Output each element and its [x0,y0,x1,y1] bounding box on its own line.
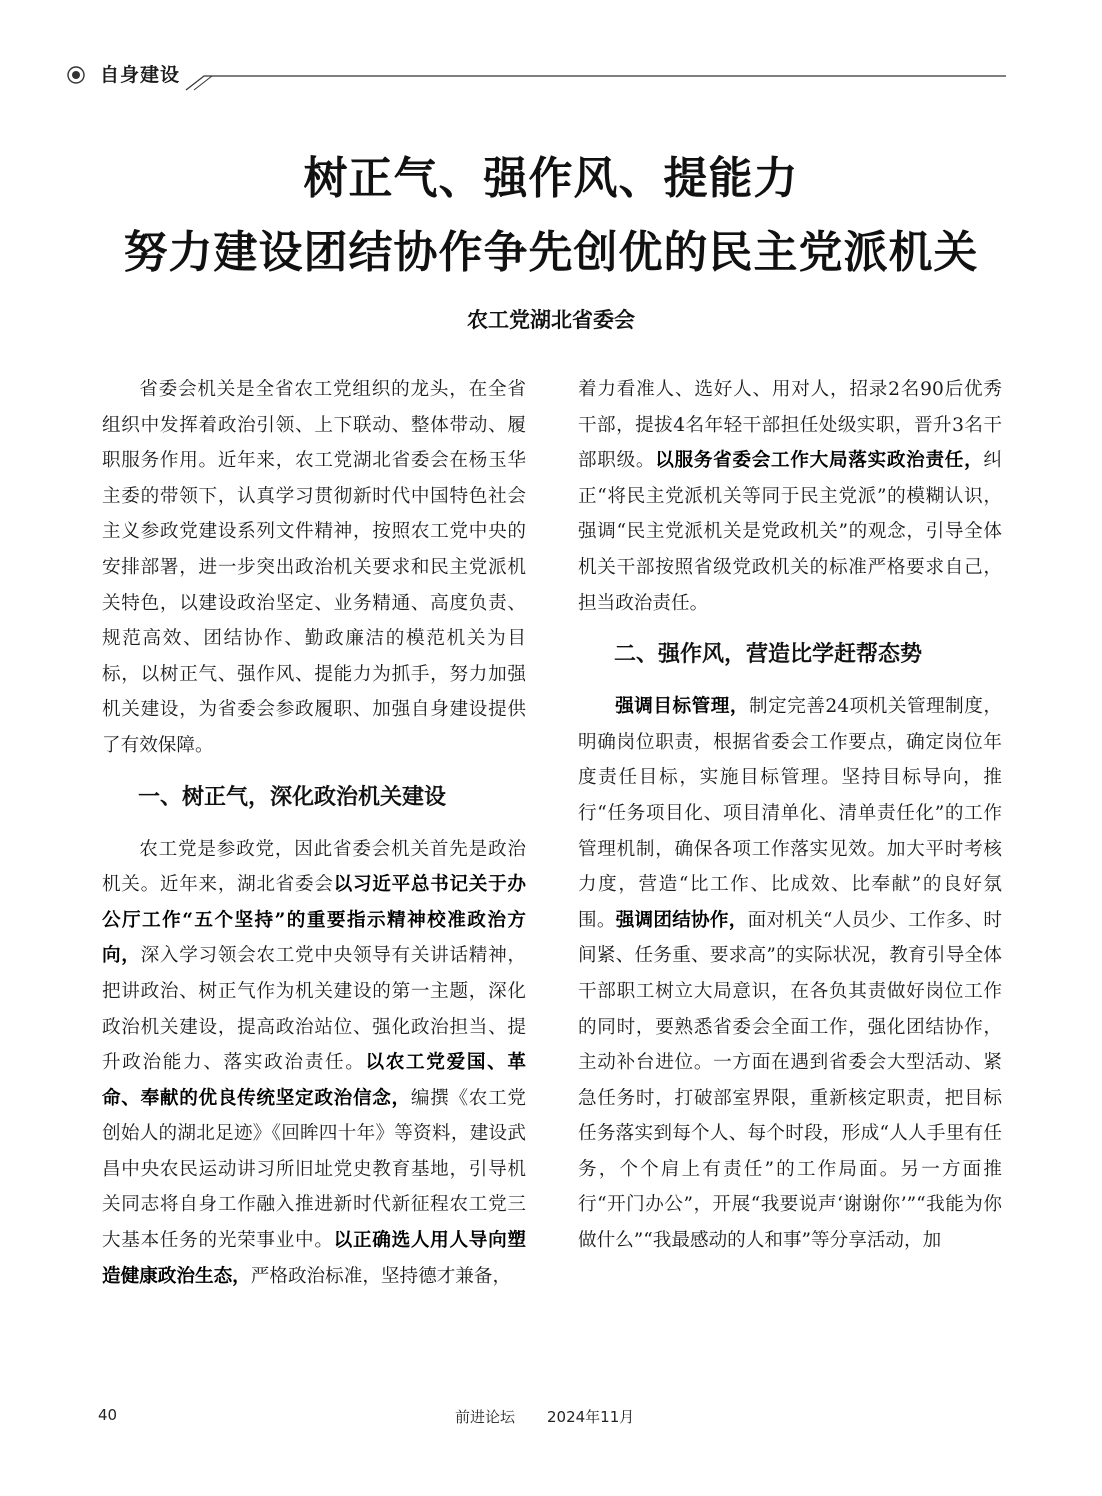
header-rule [66,60,1006,92]
text-run: 农工党是参政党，因此省委会机关首先是政治机关。近年来，湖北省委会 [102,838,526,896]
paragraph-political [102,832,526,1295]
left-column [102,372,526,1294]
issue-date: 2024年11月 [547,1408,635,1426]
section-heading-1: 一、树正气，深化政治机关建设 [138,784,447,810]
bold-run: 强调目标管理， [615,696,749,718]
target-circle-icon [66,65,86,89]
bold-run: 以正确选人用人导向塑造健康政治生态， [102,1230,526,1287]
section-heading-2: 二、强作风，营造比学赶帮态势 [614,642,923,668]
paragraph-style [578,689,1002,1259]
bold-run: 以习近平总书记关于办公厅工作“五个坚持”的重要指示精神校准政治方向， [102,874,526,967]
paragraph-continued [578,372,1002,621]
text-run: 纠正“将民主党派机关等同于民主党派”的模糊认识，强调“民主党派机关是党政机关”的观念，引导全体机关干部按照省级党政机关的标准严格要求自己，担当政治责任。 [578,450,1002,614]
text-run: 面对机关“人员少、工作多、时间紧、任务重、要求高”的实际状况，教育引导全体干部职工树立大局意识，在各负其责做好岗位工作的同时，要熟悉省委会全面工作，强化团结协作，主动补台进位。一方面在遇到省委会大型活动、紧急任务时，打破部室界限，重新核定职责，把目标任务落实到每个人、每个时段，形成“人人手里有任务，个个肩上有责任”的工作局面。另一方面推行“开门办公”，开展“我要说声‘谢谢你’”“我能为你做什么”“我最感动的人和事”等分享活动，加 [578,909,1002,1252]
right-column [578,372,1002,1259]
article-title-line1: 树正气、强作风、提能力 [303,153,799,204]
text-run: 编撰《农工党创始人的湖北足迹》《回眸四十年》等资料，建设武昌中央农民运动讲习所旧址党史教育基地，引导机关同志将自身工作融入推进新时代新征程农工党三大基本任务的光荣事业中。 [102,1087,526,1252]
journal-name: 前进论坛 [455,1408,516,1426]
text-run: 深入学习领会农工党中央领导有关讲话精神，把讲政治、树正气作为机关建设的第一主题，深化政治机关建设，提高政治站位、强化政治担当、提升政治能力、落实政治责任。 [102,945,526,1074]
section-header [66,60,1006,92]
text-run: 着力看准人、选好人、用对人，招录2名90后优秀干部，提拔4名年轻干部担任处级实职，晋升3名干部职级。 [578,379,1002,472]
page-footer [0,1406,1102,1430]
article-title-line2: 努力建设团结协作争先创优的民主党派机关 [123,227,979,278]
bold-run: 以农工党爱国、革命、奉献的优良传统坚定政治信念， [102,1052,526,1109]
article-author: 农工党湖北省委会 [467,308,635,332]
bold-run: 以服务省委会工作大局落实政治责任， [655,450,984,472]
section-label: 自身建设 [100,64,181,86]
text-run: 严格政治标准，坚持德才兼备， [250,1265,512,1287]
intro-paragraph: 省委会机关是全省农工党组织的龙头，在全省组织中发挥着政治引领、上下联动、整体带动、履职服务作用。近年来，农工党湖北省委会在杨玉华主委的带领下，认真学习贯彻新时代中国特色社会主义参政党建设系列文件精神，按照农工党中央的安排部署，进一步突出政治机关要求和民主党派机关特色，以建设政治坚定、业务精通、高度负责、规范高效、团结协作、勤政廉洁的模范机关为目标，以树正气、强作风、提能力为抓手，努力加强机关建设，为省委会参政履职、加强自身建设提供了有效保障。 [102,379,526,756]
text-run: 制定完善24项机关管理制度，明确岗位职责，根据省委会工作要点，确定岗位年度责任目标，实施目标管理。坚持目标导向，推行“任务项目化、项目清单化、清单责任化”的工作管理机制，确保各项工作落实见效。加大平时考核力度，营造“比工作、比成效、比奉献”的良好氛围。 [578,696,1002,931]
page-number: 40 [98,1406,118,1424]
bold-run: 强调团结协作， [615,909,748,931]
